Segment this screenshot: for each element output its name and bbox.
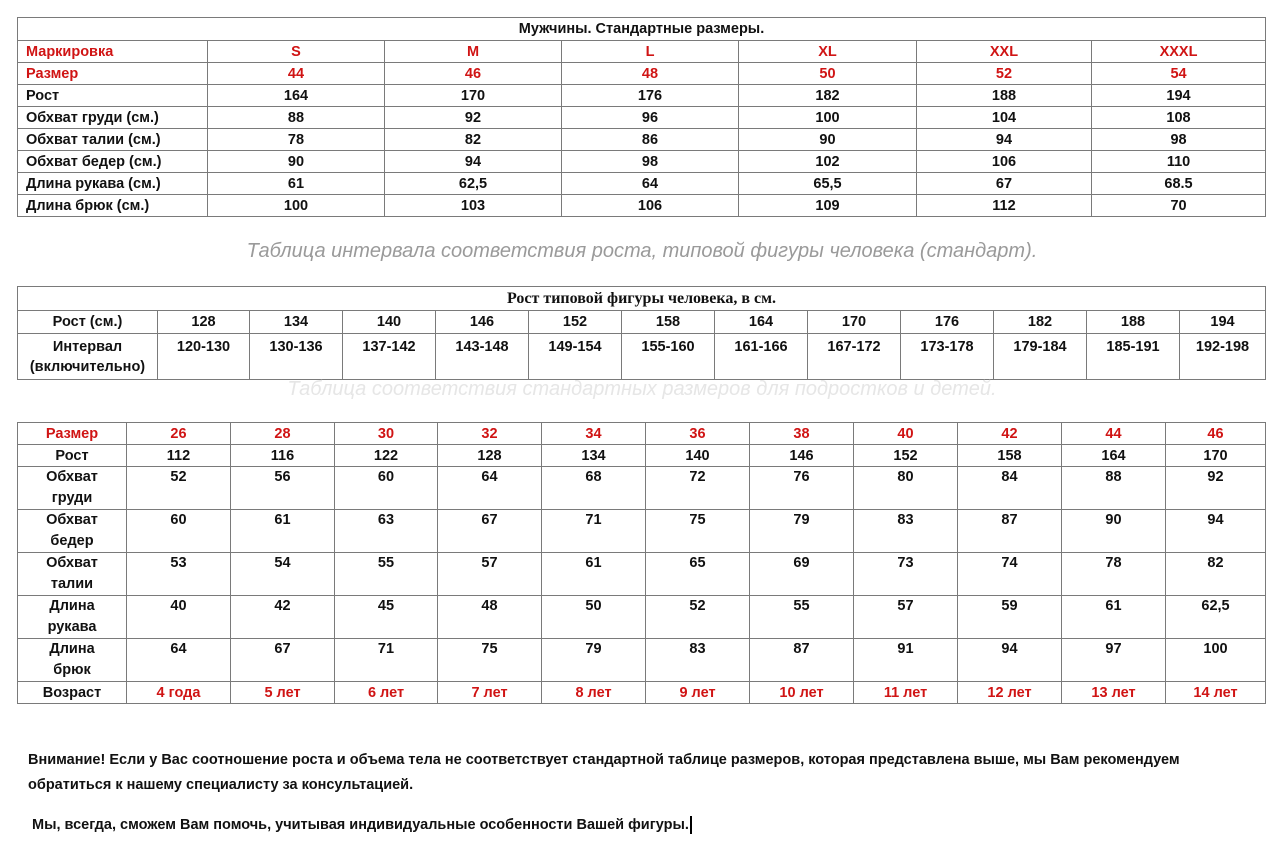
value-cell: 71: [335, 639, 438, 682]
value-cell: 54: [1092, 63, 1266, 85]
value-cell: 87: [750, 639, 854, 682]
value-cell: 152: [854, 445, 958, 467]
value-cell: 46: [385, 63, 562, 85]
value-cell: 57: [854, 596, 958, 639]
value-cell: 176: [562, 85, 739, 107]
value-cell: 88: [208, 107, 385, 129]
age-cell: 12 лет: [958, 682, 1062, 704]
interval-cell: 173-178: [901, 334, 994, 380]
value-cell: 188: [917, 85, 1092, 107]
height-cell: 194: [1180, 311, 1266, 334]
value-cell: 74: [958, 553, 1062, 596]
height-table-title: Рост типовой фигуры человека, в см.: [18, 287, 1266, 311]
row-label-line1: Длина: [49, 641, 95, 657]
row-label: [18, 445, 127, 467]
age-cell: 5 лет: [231, 682, 335, 704]
notice-line-3-text: Мы, всегда, сможем Вам помочь, учитывая индивидуальные особенности Вашей фигуры.: [32, 817, 689, 833]
value-cell: 72: [646, 467, 750, 510]
kids-size-table: [17, 422, 1266, 704]
value-cell: 50: [739, 63, 917, 85]
value-cell: 55: [750, 596, 854, 639]
row-label: [18, 510, 127, 553]
value-cell: 90: [1062, 510, 1166, 553]
value-cell: 87: [958, 510, 1062, 553]
interval-cell: 161-166: [715, 334, 808, 380]
age-cell: 10 лет: [750, 682, 854, 704]
value-cell: 79: [542, 639, 646, 682]
text-cursor: [690, 816, 692, 834]
row-label-line1: Обхват: [46, 555, 98, 571]
value-cell: 52: [646, 596, 750, 639]
value-cell: 61: [542, 553, 646, 596]
kids-table-caption: Таблица соответствия стандартных размеров для подростков и детей.: [287, 378, 997, 400]
height-cell: 182: [994, 311, 1087, 334]
value-cell: 112: [917, 195, 1092, 217]
age-cell: 6 лет: [335, 682, 438, 704]
age-cell: 14 лет: [1166, 682, 1266, 704]
interval-cell: 155-160: [622, 334, 715, 380]
value-cell: 94: [958, 639, 1062, 682]
value-cell: 96: [562, 107, 739, 129]
value-cell: 61: [231, 510, 335, 553]
men-row: [18, 63, 1266, 85]
value-cell: 106: [917, 151, 1092, 173]
value-cell: 92: [385, 107, 562, 129]
value-cell: 44: [208, 63, 385, 85]
value-cell: 116: [231, 445, 335, 467]
row-label: Возраст: [18, 682, 127, 704]
row-label: Обхват талии (см.): [18, 129, 208, 151]
interval-row: [18, 334, 1266, 380]
value-cell: 97: [1062, 639, 1166, 682]
row-label-line2: груди: [51, 490, 93, 506]
value-cell: 75: [646, 510, 750, 553]
value-cell: 94: [917, 129, 1092, 151]
row-label-line1: Длина: [49, 598, 95, 614]
interval-label-line1: Интервал: [52, 339, 123, 355]
value-cell: 63: [335, 510, 438, 553]
height-row: [18, 311, 1266, 334]
men-row: [18, 107, 1266, 129]
value-cell: 110: [1092, 151, 1266, 173]
size-cell: 32: [438, 423, 542, 445]
men-row: [18, 129, 1266, 151]
value-cell: 53: [127, 553, 231, 596]
value-cell: 50: [542, 596, 646, 639]
row-label: Длина рукава (см.): [18, 173, 208, 195]
value-cell: 73: [854, 553, 958, 596]
interval-cell: 130-136: [250, 334, 343, 380]
row-label: Рост: [18, 85, 208, 107]
value-cell: 106: [562, 195, 739, 217]
value-cell: 86: [562, 129, 739, 151]
value-cell: 64: [127, 639, 231, 682]
value-cell: 60: [335, 467, 438, 510]
size-cell: 42: [958, 423, 1062, 445]
size-cell: 26: [127, 423, 231, 445]
size-label-cell: M: [385, 41, 562, 63]
height-cell: 158: [622, 311, 715, 334]
value-cell: 194: [1092, 85, 1266, 107]
kids-size-row: [18, 423, 1266, 445]
age-cell: 8 лет: [542, 682, 646, 704]
value-cell: 80: [854, 467, 958, 510]
size-label-cell: XXL: [917, 41, 1092, 63]
value-cell: 54: [231, 553, 335, 596]
size-label-cell: S: [208, 41, 385, 63]
value-cell: 67: [438, 510, 542, 553]
row-label-line2: талии: [50, 576, 94, 592]
value-cell: 65,5: [739, 173, 917, 195]
value-cell: 146: [750, 445, 854, 467]
row-label: Обхват груди (см.): [18, 107, 208, 129]
value-cell: 84: [958, 467, 1062, 510]
men-row: [18, 195, 1266, 217]
value-cell: 164: [1062, 445, 1166, 467]
kids-row: [18, 467, 1266, 510]
value-cell: 76: [750, 467, 854, 510]
row-label-line2: рукава: [47, 619, 97, 635]
value-cell: 83: [854, 510, 958, 553]
value-cell: 94: [1166, 510, 1266, 553]
age-cell: 7 лет: [438, 682, 542, 704]
height-cell: 128: [158, 311, 250, 334]
value-cell: 71: [542, 510, 646, 553]
interval-cell: 179-184: [994, 334, 1087, 380]
height-cell: 152: [529, 311, 622, 334]
size-cell: 40: [854, 423, 958, 445]
value-cell: 92: [1166, 467, 1266, 510]
value-cell: 57: [438, 553, 542, 596]
size-cell: 36: [646, 423, 750, 445]
value-cell: 90: [208, 151, 385, 173]
value-cell: 65: [646, 553, 750, 596]
value-cell: 122: [335, 445, 438, 467]
size-label-cell: L: [562, 41, 739, 63]
interval-cell: 149-154: [529, 334, 622, 380]
notice-line-3: [32, 813, 692, 837]
age-cell: 9 лет: [646, 682, 750, 704]
height-interval-table: [17, 286, 1266, 380]
men-row: [18, 85, 1266, 107]
kids-row: [18, 639, 1266, 682]
height-cell: 170: [808, 311, 901, 334]
value-cell: 70: [1092, 195, 1266, 217]
value-cell: 75: [438, 639, 542, 682]
height-cell: 140: [343, 311, 436, 334]
size-cell: 38: [750, 423, 854, 445]
interval-cell: 192-198: [1180, 334, 1266, 380]
interval-cell: 137-142: [343, 334, 436, 380]
value-cell: 52: [917, 63, 1092, 85]
value-cell: 91: [854, 639, 958, 682]
row-label: Размер: [18, 63, 208, 85]
value-cell: 79: [750, 510, 854, 553]
value-cell: 94: [385, 151, 562, 173]
kids-row: [18, 553, 1266, 596]
kids-row: [18, 510, 1266, 553]
value-cell: 68.5: [1092, 173, 1266, 195]
value-cell: 164: [208, 85, 385, 107]
value-cell: 69: [750, 553, 854, 596]
value-cell: 64: [438, 467, 542, 510]
value-cell: 170: [1166, 445, 1266, 467]
value-cell: 48: [562, 63, 739, 85]
value-cell: 140: [646, 445, 750, 467]
interval-label-line2: (включительно): [29, 359, 146, 375]
size-cell: 30: [335, 423, 438, 445]
height-cell: 146: [436, 311, 529, 334]
row-label: Длина брюк (см.): [18, 195, 208, 217]
size-cell: 28: [231, 423, 335, 445]
value-cell: 102: [739, 151, 917, 173]
value-cell: 103: [385, 195, 562, 217]
value-cell: 112: [127, 445, 231, 467]
size-cell: 44: [1062, 423, 1166, 445]
interval-cell: 120-130: [158, 334, 250, 380]
row-label: Размер: [18, 423, 127, 445]
men-size-table: [17, 17, 1266, 217]
value-cell: 67: [917, 173, 1092, 195]
row-label: [18, 467, 127, 510]
value-cell: 45: [335, 596, 438, 639]
size-label-cell: XL: [739, 41, 917, 63]
height-cell: 134: [250, 311, 343, 334]
value-cell: 61: [208, 173, 385, 195]
value-cell: 40: [127, 596, 231, 639]
value-cell: 100: [1166, 639, 1266, 682]
row-label-line1: Рост: [55, 447, 89, 464]
size-label-cell: XXXL: [1092, 41, 1266, 63]
row-label-line1: Обхват: [46, 469, 98, 485]
row-label: Рост (см.): [18, 311, 158, 334]
value-cell: 108: [1092, 107, 1266, 129]
value-cell: 170: [385, 85, 562, 107]
notice-line-1: Внимание! Если у Вас соотношение роста и объема тела не соответствует стандартной таблице размеров, которая представлена выше, мы Вам рекомендуем: [28, 752, 1180, 768]
row-label: [18, 334, 158, 380]
height-cell: 164: [715, 311, 808, 334]
value-cell: 55: [335, 553, 438, 596]
row-label: Обхват бедер (см.): [18, 151, 208, 173]
height-cell: 188: [1087, 311, 1180, 334]
value-cell: 100: [208, 195, 385, 217]
size-cell: 34: [542, 423, 646, 445]
age-cell: 4 года: [127, 682, 231, 704]
age-cell: 11 лет: [854, 682, 958, 704]
value-cell: 78: [1062, 553, 1166, 596]
interval-cell: 185-191: [1087, 334, 1180, 380]
value-cell: 100: [739, 107, 917, 129]
age-cell: 13 лет: [1062, 682, 1166, 704]
row-label-line1: Обхват: [46, 512, 98, 528]
value-cell: 64: [562, 173, 739, 195]
value-cell: 128: [438, 445, 542, 467]
men-row: [18, 173, 1266, 195]
men-row: [18, 151, 1266, 173]
kids-age-row: [18, 682, 1266, 704]
value-cell: 62,5: [1166, 596, 1266, 639]
kids-row: [18, 596, 1266, 639]
value-cell: 158: [958, 445, 1062, 467]
row-label: [18, 639, 127, 682]
row-label-line2: брюк: [53, 662, 91, 678]
value-cell: 42: [231, 596, 335, 639]
interval-cell: 143-148: [436, 334, 529, 380]
row-label-line2: бедер: [50, 533, 94, 549]
value-cell: 109: [739, 195, 917, 217]
value-cell: 61: [1062, 596, 1166, 639]
size-cell: 46: [1166, 423, 1266, 445]
value-cell: 83: [646, 639, 750, 682]
men-label-row: [18, 41, 1266, 63]
value-cell: 98: [1092, 129, 1266, 151]
value-cell: 104: [917, 107, 1092, 129]
men-table-title: Мужчины. Стандартные размеры.: [18, 18, 1266, 41]
value-cell: 48: [438, 596, 542, 639]
row-label: Маркировка: [18, 41, 208, 63]
value-cell: 52: [127, 467, 231, 510]
row-label: [18, 596, 127, 639]
height-table-caption: Таблица интервала соответствия роста, типовой фигуры человека (стандарт).: [246, 240, 1038, 262]
value-cell: 67: [231, 639, 335, 682]
value-cell: 60: [127, 510, 231, 553]
value-cell: 90: [739, 129, 917, 151]
height-cell: 176: [901, 311, 994, 334]
interval-cell: 167-172: [808, 334, 901, 380]
notice-line-2: обратиться к нашему специалисту за консультацией.: [28, 777, 414, 793]
value-cell: 78: [208, 129, 385, 151]
value-cell: 98: [562, 151, 739, 173]
value-cell: 56: [231, 467, 335, 510]
value-cell: 82: [385, 129, 562, 151]
value-cell: 88: [1062, 467, 1166, 510]
value-cell: 182: [739, 85, 917, 107]
value-cell: 68: [542, 467, 646, 510]
value-cell: 62,5: [385, 173, 562, 195]
value-cell: 82: [1166, 553, 1266, 596]
kids-row: [18, 445, 1266, 467]
row-label: [18, 553, 127, 596]
value-cell: 134: [542, 445, 646, 467]
value-cell: 59: [958, 596, 1062, 639]
